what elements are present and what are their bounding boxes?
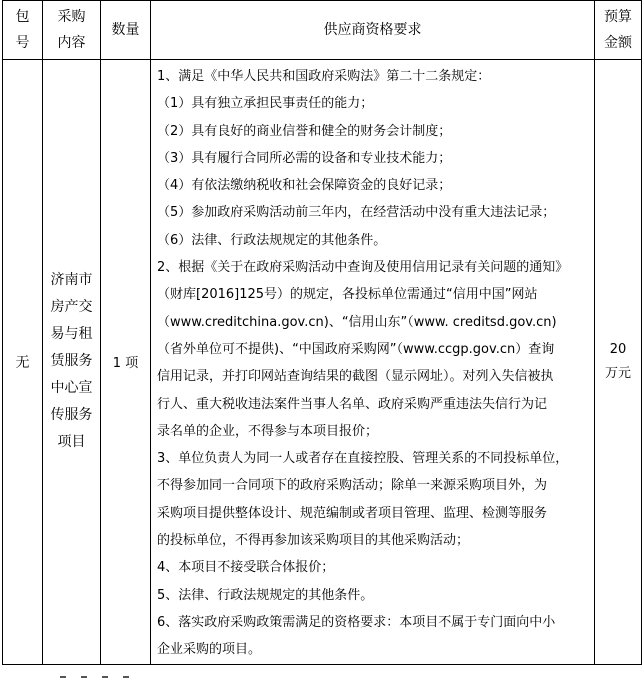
header-content-line1: 采购 — [57, 9, 86, 25]
content-line: 项目 — [57, 434, 86, 451]
content-line: 传服务 — [50, 407, 93, 424]
requirement-line: 录名单的企业，不得参与本项目报价； — [157, 423, 379, 439]
header-content-line2: 内容 — [57, 35, 86, 51]
cropped-next-row-fragment — [60, 676, 260, 681]
requirement-line: 3、单位负责人为同一人或者存在直接控股、管理关系的不同投标单位， — [157, 451, 569, 467]
header-procurement-content — [43, 1, 101, 60]
requirement-line: （5）参加政府采购活动前三年内，在经营活动中没有重大违法记录； — [157, 205, 556, 221]
table-header-row — [3, 1, 642, 60]
requirement-line: 5、法律、行政法规规定的其他条件。 — [157, 587, 374, 603]
requirement-line: （财库[2016]125号）的规定，各投标单位需通过“信用中国”网站 — [157, 287, 538, 303]
supplier-qualification-table — [2, 0, 642, 665]
content-line: 易与租 — [50, 326, 93, 343]
requirement-line: 信用记录，并打印网站查询结果的截图（显示网址）。对列入失信被执 — [157, 369, 554, 385]
content-line: 赁服务 — [50, 353, 93, 370]
header-supplier-requirements: 供应商资格要求 — [151, 1, 595, 60]
requirement-line: 1、满足《中华人民共和国政府采购法》第二十二条规定： — [157, 69, 491, 84]
content-line: 济南市 — [50, 272, 93, 289]
header-budget — [595, 1, 642, 60]
requirement-line: （3）具有履行合同所必需的设备和专业技术能力； — [157, 150, 452, 166]
budget-unit: 万元 — [604, 365, 631, 381]
requirement-line: 4、本项目不接受联合体报价； — [157, 560, 335, 576]
requirement-line: （1）具有独立承担民事责任的能力； — [157, 96, 374, 112]
fragment-mark — [102, 676, 108, 678]
header-package-no-line1: 包 — [15, 9, 30, 25]
requirement-line: （4）有依法缴纳税收和社会保障资金的良好记录； — [157, 178, 452, 194]
header-budget-line1: 预算 — [604, 9, 632, 25]
requirement-line: 6、落实政府采购政策需满足的资格要求：本项目不属于专门面向中小 — [157, 614, 556, 630]
procurement-content-cell — [43, 60, 101, 665]
header-package-no — [3, 1, 43, 60]
requirement-line: 2、根据《关于在政府采购活动中查询及使用信用记录有关问题的通知》 — [157, 260, 569, 276]
requirement-line: 行人、重大税收违法案件当事人名单、政府采购严重违法失信行为记 — [157, 396, 548, 412]
requirement-line: 采购项目提供整体设计、规范编制或者项目管理、监理、检测等服务 — [157, 505, 548, 521]
requirement-line: （6）法律、行政法规规定的其他条件。 — [157, 232, 387, 248]
requirement-line: （省外单位可不提供)、“中国政府采购网”（www.ccgp.gov.cn）查询 — [157, 341, 555, 357]
header-package-no-line2: 号 — [15, 35, 30, 51]
requirement-line: （2）具有良好的商业信誉和健全的财务会计制度； — [157, 123, 452, 139]
requirement-line: （www.creditchina.gov.cn)、“信用山东”（www. creditsd.gov.cn) — [157, 314, 557, 330]
header-budget-line2: 金额 — [604, 35, 632, 51]
table-row — [3, 60, 642, 665]
requirement-line: 不得参加同一合同项下的政府采购活动；除单一来源采购项目外，为 — [157, 478, 548, 494]
content-line: 中心宣 — [50, 380, 93, 397]
package-no-cell: 无 — [3, 60, 43, 665]
quantity-cell: 1 项 — [101, 60, 151, 665]
header-quantity: 数量 — [101, 1, 151, 60]
requirement-line: 的投标单位，不得再参加该采购项目的其他采购活动； — [157, 533, 470, 549]
fragment-mark — [60, 676, 66, 678]
requirement-line: 企业采购的项目。 — [157, 642, 262, 658]
requirements-cell — [151, 60, 595, 665]
budget-amount: 20 — [609, 341, 627, 357]
fragment-mark — [81, 676, 87, 678]
budget-cell — [595, 60, 642, 665]
content-line: 房产交 — [50, 299, 93, 316]
fragment-mark — [123, 676, 129, 678]
